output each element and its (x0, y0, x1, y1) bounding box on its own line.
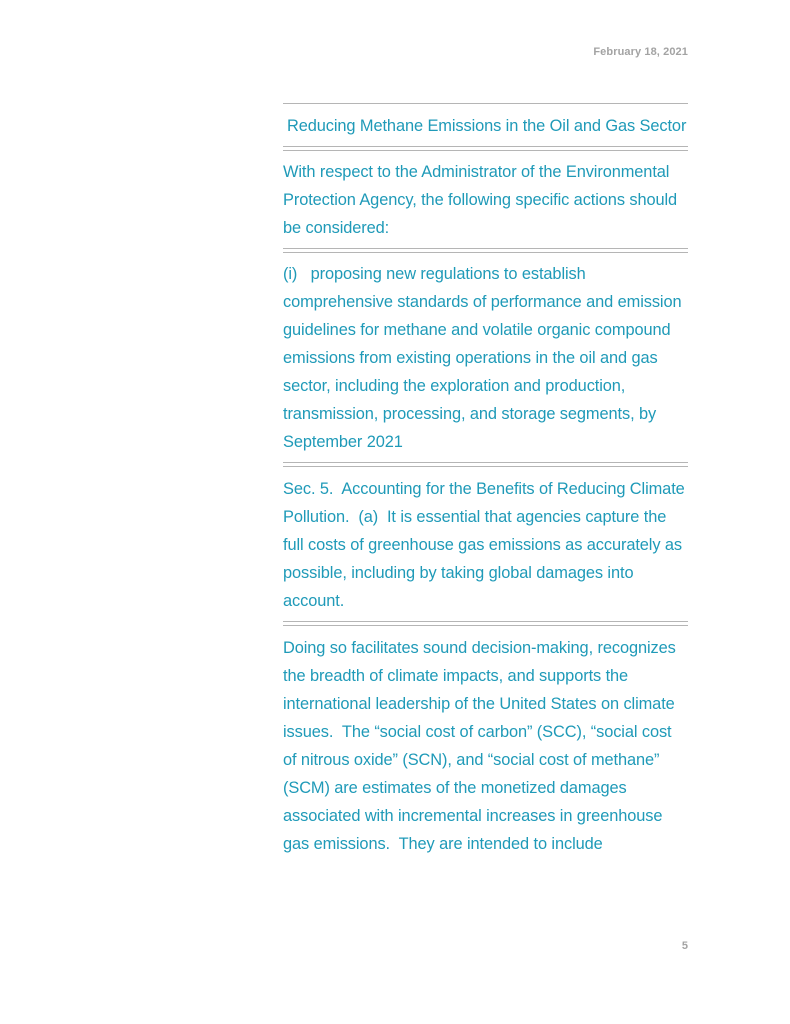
section-social-cost (283, 626, 688, 858)
section-proposed-regulations (283, 253, 688, 462)
section-text: Reducing Methane Emissions in the Oil and Gas Sector (287, 117, 687, 135)
section-text: (i) proposing new regulations to establish comprehensive standards of performance and emission guidelines for methane and volatile organic compound emissions from existing operations in the oil and gas sector, including the exploration and production, transmission, processing, and storage segments, by September 2021 (283, 265, 686, 451)
document-body (283, 103, 688, 858)
section-text: Sec. 5. Accounting for the Benefits of Reducing Climate Pollution. (a) It is essential that agencies capture the full costs of greenhouse gas emissions as accurately as possible, including by taking global damages into account. (283, 480, 690, 610)
section-text: With respect to the Administrator of the Environmental Protection Agency, the following specific actions should be considered: (283, 163, 678, 237)
section-sec-5 (283, 467, 688, 621)
page-number: 5 (681, 940, 688, 952)
page-date: February 18, 2021 (593, 46, 688, 58)
section-heading-methane (283, 104, 688, 146)
section-text: Doing so facilitates sound decision-making, recognizes the breadth of climate impacts, and supports the international leadership of the United States on climate issues. The “social cost of carbon” (SCC), “social cost of nitrous oxide” (SCN), and “social cost of methane” (SCM) are estimates of the monetized damages associated with incremental increases in greenhouse gas emissions. They are intended to include (283, 639, 681, 853)
section-epa-actions (283, 151, 688, 248)
